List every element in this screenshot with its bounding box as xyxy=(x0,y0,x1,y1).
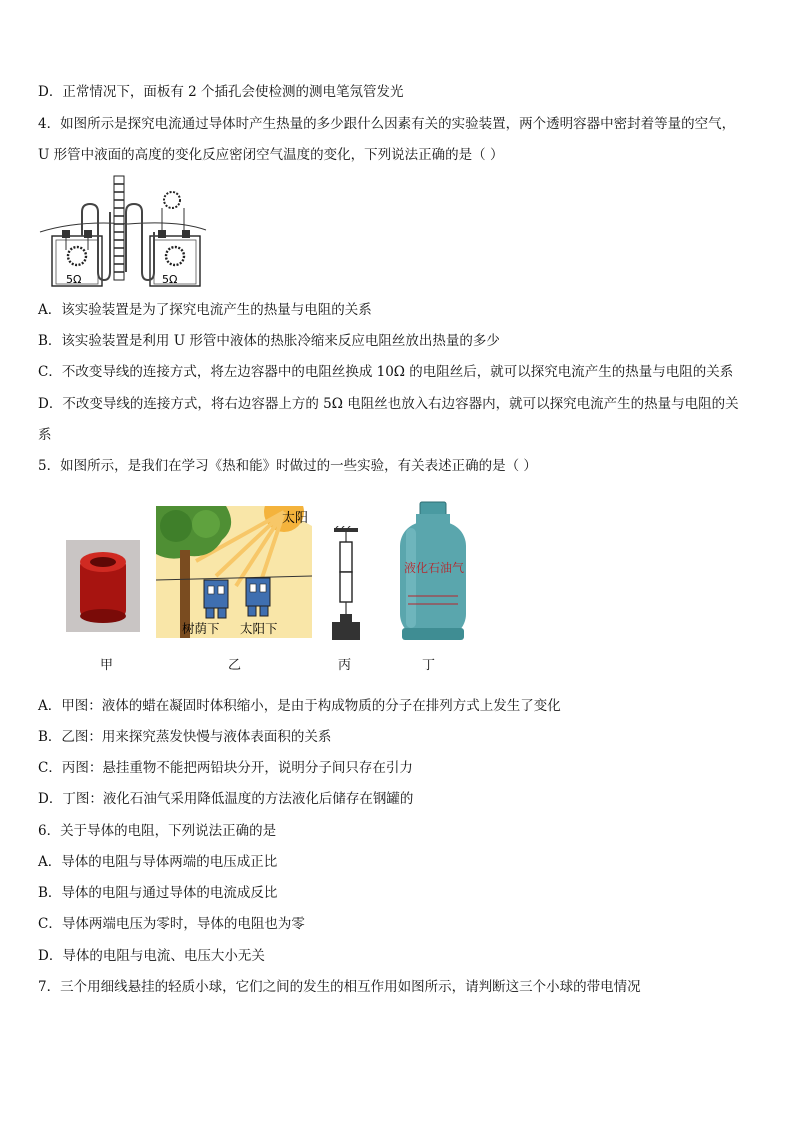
q5-stem: 5．如图所示，是我们在学习《热和能》时做过的一些实验，有关表述正确的是（ ） xyxy=(38,458,537,474)
q5-fig-yi-evaporation xyxy=(156,506,312,638)
left-resistance-label: 5Ω xyxy=(66,273,82,286)
q5-option-b: B．乙图：用来探究蒸发快慢与液体表面积的关系 xyxy=(38,729,332,745)
tank-label: 液化石油气 xyxy=(404,561,465,575)
q5-fig-jia-wax xyxy=(66,540,140,632)
under-sun-label: 太阳下 xyxy=(240,621,278,636)
caption-bing: 丙 xyxy=(338,658,352,673)
q4-option-d-line2: 系 xyxy=(38,427,52,443)
shade-label: 树荫下 xyxy=(182,621,220,636)
q5-option-a: A．甲图：液体的蜡在凝固时体积缩小，是由于构成物质的分子在排列方式上发生了变化 xyxy=(38,698,561,714)
q4-option-d-line1: D．不改变导线的连接方式，将右边容器上方的 5Ω 电阻丝也放入右边容器内，就可以探究电流产生的热量与电阻的关 xyxy=(38,396,739,412)
q4-stem-line1: 4．如图所示是探究电流通过导体时产生热量的多少跟什么因素有关的实验装置，两个透明容器中密封着等量的空气， xyxy=(38,116,736,132)
q6-stem: 6．关于导体的电阻，下列说法正确的是 xyxy=(38,823,277,839)
caption-ding: 丁 xyxy=(422,658,436,673)
q6-option-a: A．导体的电阻与导体两端的电压成正比 xyxy=(38,854,278,870)
q3-option-d: D．正常情况下，面板有 2 个插孔会使检测的测电笔氖管发光 xyxy=(38,84,404,100)
q5-fig-ding-gas-tank xyxy=(398,500,468,642)
q4-option-c: C．不改变导线的连接方式，将左边容器中的电阻丝换成 10Ω 的电阻丝后，就可以探究电流产生的热量与电阻的关系 xyxy=(38,364,734,380)
right-resistance-label: 5Ω xyxy=(162,273,178,286)
q6-option-d: D．导体的电阻与电流、电压大小无关 xyxy=(38,948,265,964)
q6-option-c: C．导体两端电压为零时，导体的电阻也为零 xyxy=(38,916,305,932)
caption-jia: 甲 xyxy=(100,658,114,673)
q4-option-a: A．该实验装置是为了探究电流产生的热量与电阻的关系 xyxy=(38,302,372,318)
q5-option-c: C．丙图：悬挂重物不能把两铅块分开，说明分子间只存在引力 xyxy=(38,760,413,776)
q5-option-d: D．丁图：液化石油气采用降低温度的方法液化后储存在钢罐的 xyxy=(38,791,414,807)
q4-option-b: B．该实验装置是利用 U 形管中液体的热胀冷缩来反应电阻丝放出热量的多少 xyxy=(38,333,500,349)
q5-fig-bing-lead-blocks xyxy=(326,526,366,642)
q6-option-b: B．导体的电阻与通过导体的电流成反比 xyxy=(38,885,278,901)
caption-yi: 乙 xyxy=(228,658,242,673)
q4-apparatus-figure xyxy=(38,172,208,290)
sun-label: 太阳 xyxy=(282,511,309,526)
q7-stem: 7．三个用细线悬挂的轻质小球，它们之间的发生的相互作用如图所示，请判断这三个小球的带电情况 xyxy=(38,979,641,995)
q4-stem-line2: U 形管中液面的高度的变化反应密闭空气温度的变化，下列说法正确的是（ ） xyxy=(38,147,504,163)
